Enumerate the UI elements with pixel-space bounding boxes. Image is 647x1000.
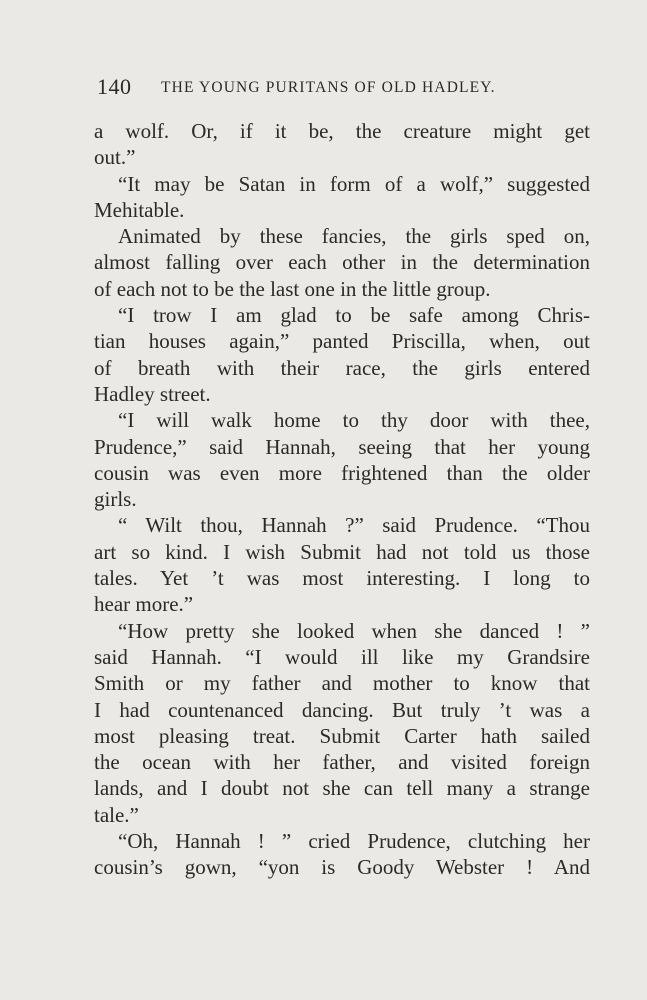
- text-line: Mehitable.: [94, 197, 185, 222]
- text-line: lands, and I doubt not she can tell many a strange: [94, 776, 590, 801]
- text-line: “How pretty she looked when she danced ! ”: [118, 618, 590, 643]
- text-line: I had countenanced dancing. But truly ’t was a: [94, 697, 590, 722]
- page-number: 140: [97, 74, 132, 99]
- text-line: art so kind. I wish Submit had not told us those: [94, 539, 590, 564]
- text-line: the ocean with her father, and visited foreign: [94, 750, 590, 775]
- body-text: [94, 118, 590, 881]
- text-line: “I will walk home to thy door with thee,: [118, 408, 590, 433]
- text-line: of each not to be the last one in the little group.: [94, 276, 491, 301]
- text-line: almost falling over each other in the determination: [94, 250, 590, 275]
- text-line: tales. Yet ’t was most interesting. I long to: [94, 566, 590, 591]
- text-line: tale.”: [94, 802, 139, 827]
- text-line: tian houses again,” panted Priscilla, when, out: [94, 329, 590, 354]
- text-line: out.”: [94, 145, 136, 170]
- text-line: “ Wilt thou, Hannah ?” said Prudence. “Thou: [118, 513, 590, 538]
- text-line: “It may be Satan in form of a wolf,” suggested: [118, 171, 590, 196]
- text-line: a wolf. Or, if it be, the creature might get: [94, 119, 590, 143]
- text-line: Prudence,” said Hannah, seeing that her young: [94, 434, 590, 459]
- text-line: Hadley street.: [94, 381, 211, 406]
- running-header: [97, 74, 589, 100]
- text-line: most pleasing treat. Submit Carter hath sailed: [94, 723, 590, 748]
- text-line: girls.: [94, 487, 137, 512]
- text-line: Smith or my father and mother to know that: [94, 671, 590, 696]
- text-line: Animated by these fancies, the girls sped on,: [118, 224, 590, 249]
- running-title: THE YOUNG PURITANS OF OLD HADLEY.: [161, 79, 496, 96]
- text-line: “I trow I am glad to be safe among Chris-: [118, 303, 590, 328]
- text-line: cousin was even more frightened than the older: [94, 460, 590, 485]
- text-line: hear more.”: [94, 592, 194, 617]
- text-line: of breath with their race, the girls entered: [94, 355, 590, 380]
- text-line: cousin’s gown, “yon is Goody Webster ! And: [94, 855, 590, 880]
- text-line: said Hannah. “I would ill like my Grandsire: [94, 644, 590, 669]
- text-line: “Oh, Hannah ! ” cried Prudence, clutching her: [118, 829, 590, 854]
